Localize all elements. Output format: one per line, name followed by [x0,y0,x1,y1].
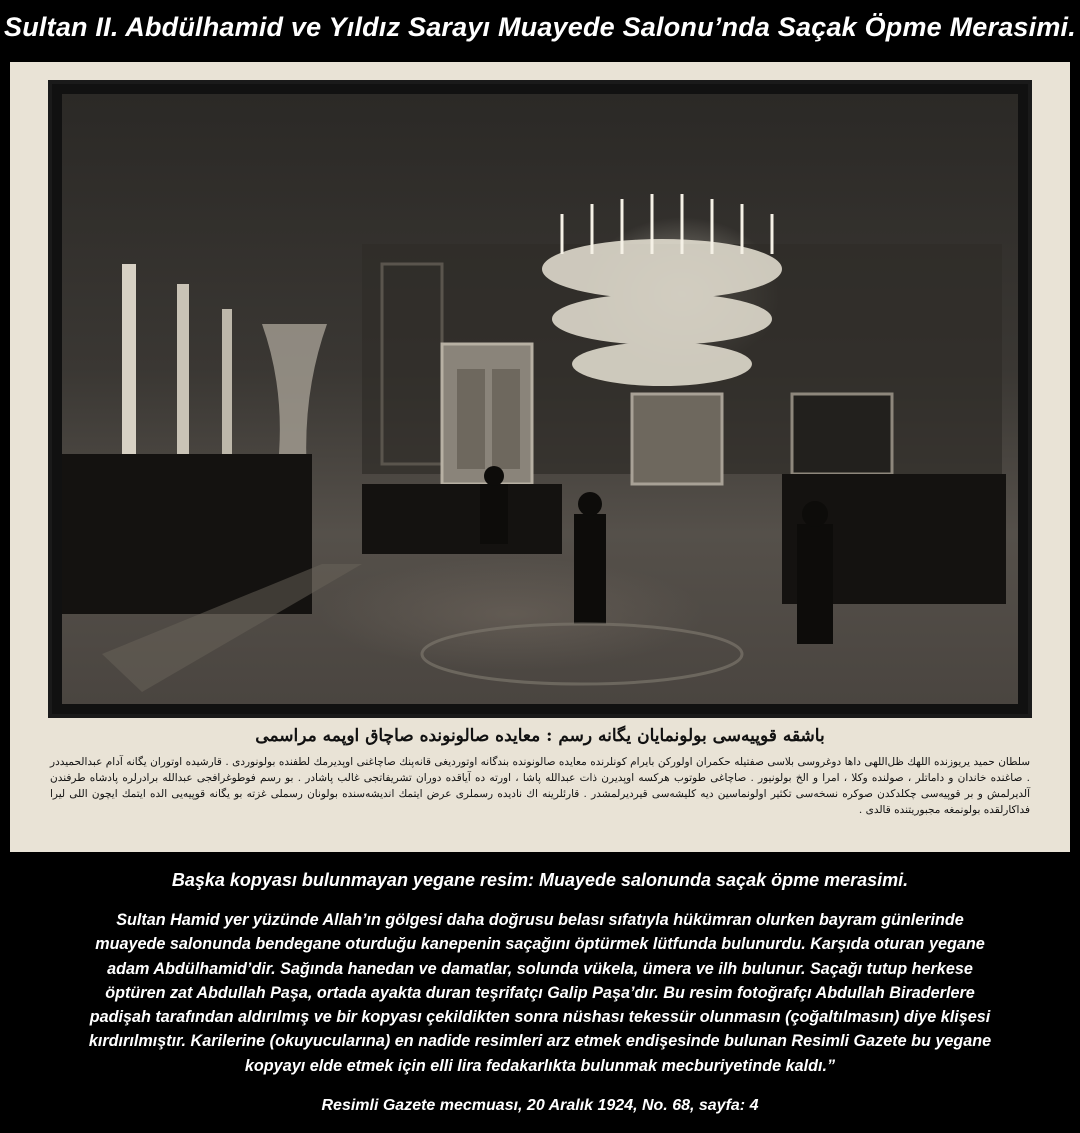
paragraph-line: Sultan Hamid yer yüzünde Allah’ın gölgesi daha doğrusu belası sıfatıyla hükümran olurken bayram günlerinde [116,911,964,929]
photo-subtitle: Başka kopyası bulunmayan yegane resim: Muayede salonunda saçak öpme merasimi. [171,870,909,890]
ottoman-caption-heading: باشقه قوپیه‌سی بولونمایان یگانه رسم : معایده صالونونده صاچاق اوپمه مراسمی [255,726,825,746]
page-title: Sultan II. Abdülhamid ve Yıldız Sarayı Muayede Salonu’nda Saçak Öpme Merasimi. [4,12,1076,42]
historical-photograph [62,94,1018,704]
newspaper-clipping [10,62,1070,852]
ottoman-caption [50,726,1030,818]
photo-frame [48,80,1032,718]
description-paragraph [40,908,1040,1078]
paragraph-line: kırdırılmıştır. Karilerine (okuyucularına) en nadide resimleri arz etmek endişesinde bulunan Resimli Gazete bu yegane [88,1032,992,1051]
paragraph-line: adam Abdülhamid’dir. Sağında hanedan ve damatlar, solunda vükela, ümera ve ilh bulunur. Saçağı tutup herkese [107,959,973,978]
paragraph-line: padişah tarafından aldırılmış ve bir kopyası çekildikten sonra nüshası tekessür olunmasın (çoğaltılmasın) diye klişesi [89,1008,991,1027]
ceremony-hall-illustration [62,94,1006,692]
paragraph-line: muayede salonunda bendegane oturduğu kanepenin saçağını öptürmek lütfunda bulunurdu. Karşıda oturan yegane [95,935,985,954]
paragraph-line: öptüren zat Abdullah Paşa, ortada ayakta duran teşrifatçı Galip Paşa’dır. Bu resim fotoğrafçı Abdullah Biraderlere [105,983,975,1002]
paragraph-line: kopyayı elde etmek için elli lira fedakarlıkta bulunmak mecburiyetinde kaldı.” [244,1056,836,1075]
ottoman-caption-body: سلطان حمید یریوزنده اللهك ظل‌اللهی داها دوغروسی بلاسی صفتیله حکمران اولورکن بایرام کونلرنده معایده صالونونده بندگانه اوتوردیغی قانه‌پنك صاچاغنی اوپدیرمك لطفنده بولونوردی . قارشیده اوتوران یگانه آدام عبدالحمیددر . صاغنده خاندان و داماتلر ، صولنده وکلا ، امرا و الخ بولونیور . صاچاغی طوتوب هرکسه اوپدیرن ذات عبدالله پاشا ، اورته ده آیاقده دوران تشریفاتجی غالب پاشادر . بو رسم فوطوغرافجی عبدالله برادرلره پادشاه طرفندن آلدیرلمش و بر قوپیه‌سی چکلدکدن صوکره نسخه‌سی تکثیر اولونماسین دیه کلیشه‌سی قیردیرلمشدر . قارئلرینه اك نادیده رسملری عرض ایتمك اندیشه‌سنده بولونان رسملی غزته بو یگانه قوپیه‌یی الده ایتمك ایچون اللی لیرا فداکارلقده بولونمغه مجبوریتنده قالدی . [50,756,1030,816]
source-citation: Resimli Gazete mecmuası, 20 Aralık 1924, No. 68, sayfa: 4 [321,1097,759,1114]
